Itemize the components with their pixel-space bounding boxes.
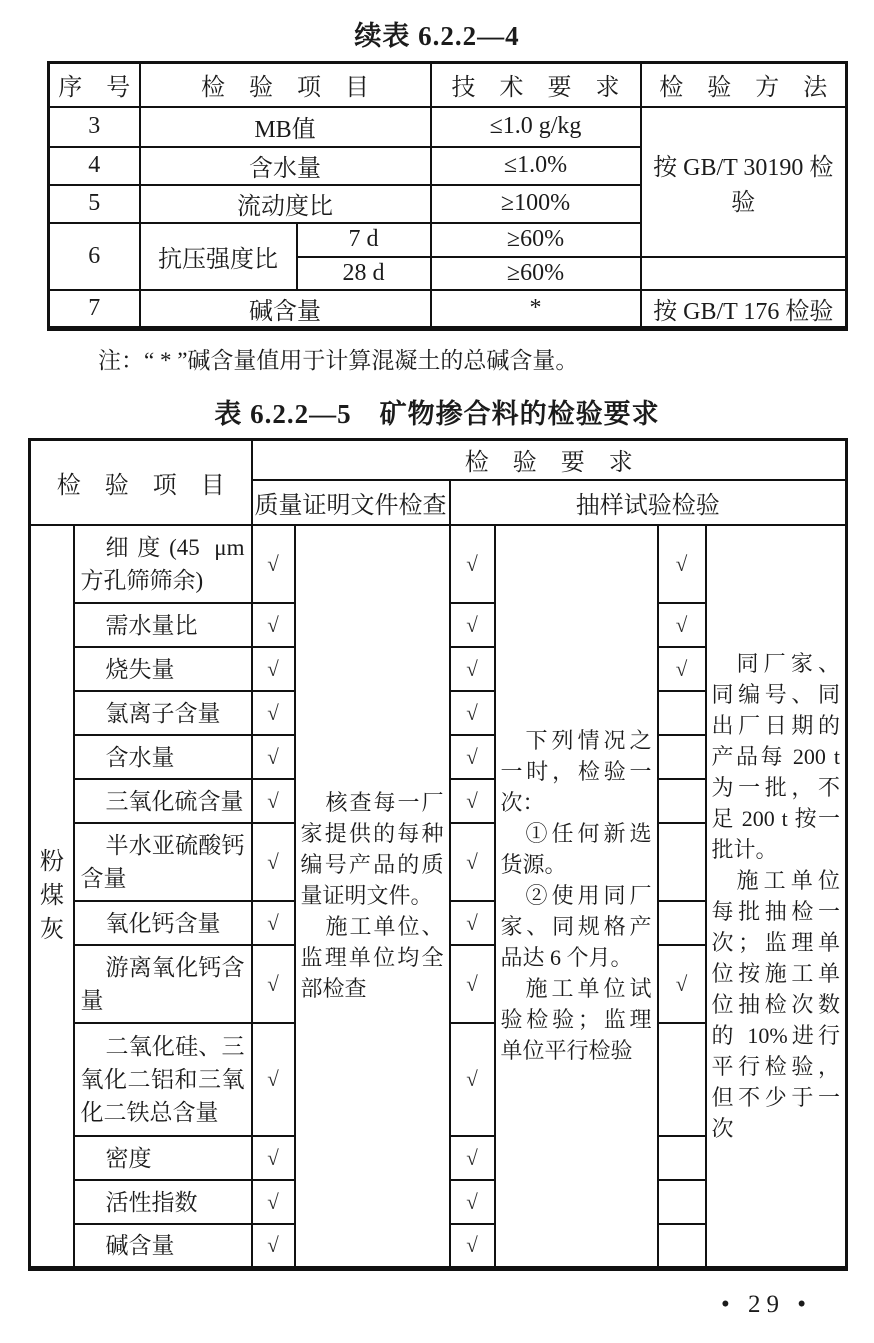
cell-item xyxy=(74,945,252,1023)
batch-rule-note xyxy=(706,525,847,1268)
doc-check-mark: √ xyxy=(252,823,295,901)
cell-no: 4 xyxy=(49,147,140,185)
cell-no: 7 xyxy=(49,290,140,329)
item-text: 碱含量 xyxy=(105,1232,175,1258)
note-paragraph: 施工单位试验检验；监理单位平行检验 xyxy=(500,976,652,1064)
sample-check-mark-1: √ xyxy=(450,779,495,823)
doc-check-mark: √ xyxy=(252,1224,295,1268)
cell-item xyxy=(74,603,252,647)
cell-requirement: ≤1.0 g/kg xyxy=(431,107,641,147)
item-text: 烧失量 xyxy=(105,656,175,682)
table1-header-row xyxy=(49,63,847,107)
cell-age: 7 d xyxy=(297,223,431,257)
item-text: 游离氧化钙含量 xyxy=(80,955,245,1013)
table1-footnote: 注：“ * ”碱含量值用于计算混凝土的总碱含量。 xyxy=(98,347,579,373)
sample-check-mark-2 xyxy=(658,823,706,901)
sample-check-mark-2: √ xyxy=(658,603,706,647)
doc-check-mark: √ xyxy=(252,691,295,735)
cell-no: 5 xyxy=(49,185,140,223)
note-paragraph: 同厂家、同编号、同出厂日期的产品每 200 t 为一批，不足 200 t 按一批计。 xyxy=(711,650,840,862)
cell-item xyxy=(74,647,252,691)
note-paragraph: ②使用同厂家、同规格产品达 6 个月。 xyxy=(500,883,652,971)
item-text: 氧化钙含量 xyxy=(105,910,221,936)
item-text: 含水量 xyxy=(105,744,175,770)
cell-item: 流动度比 xyxy=(140,185,431,223)
doc-check-mark: √ xyxy=(252,1136,295,1180)
sample-check-mark-1: √ xyxy=(450,823,495,901)
cell-item xyxy=(74,1224,252,1268)
sample-check-mark-1: √ xyxy=(450,603,495,647)
note-paragraph: 下列情况之一时，检验一次： xyxy=(500,728,652,816)
table2-header-row-1 xyxy=(30,439,847,480)
sample-check-mark-1: √ xyxy=(450,1023,495,1136)
note-paragraph: ①任何新选货源。 xyxy=(500,821,652,878)
continued-table-title: 续表 6.2.2—4 xyxy=(354,21,520,51)
cell-item xyxy=(74,691,252,735)
item-text: 密度 xyxy=(105,1145,152,1171)
item-text: 需水量比 xyxy=(105,612,198,638)
header-no: 序 号 xyxy=(49,63,140,107)
cell-item xyxy=(74,901,252,945)
sample-check-mark-2 xyxy=(658,1136,706,1180)
cell-no: 6 xyxy=(49,223,140,290)
note-paragraph: 施工单位每批抽检一次；监理单位按施工单位抽检次数的 10%进行平行检验，但不少于一次 xyxy=(711,867,840,1141)
cell-item: MB值 xyxy=(140,107,431,147)
cell-item xyxy=(74,779,252,823)
sample-check-mark-2: √ xyxy=(658,945,706,1023)
doc-check-mark: √ xyxy=(252,779,295,823)
table-row xyxy=(30,525,847,603)
cell-item: 碱含量 xyxy=(140,290,431,329)
doc-check-mark: √ xyxy=(252,1023,295,1136)
cell-item xyxy=(74,1180,252,1224)
header-requirement: 检 验 要 求 xyxy=(252,439,847,480)
header-sample-test: 抽样试验检验 xyxy=(450,480,847,525)
cell-requirement: ≤1.0% xyxy=(431,147,641,185)
sample-check-mark-1: √ xyxy=(450,1180,495,1224)
table-6-2-2-5 xyxy=(28,438,848,1271)
sample-check-mark-1: √ xyxy=(450,525,495,603)
sample-check-mark-1: √ xyxy=(450,1136,495,1180)
table-row xyxy=(49,290,847,329)
sample-check-mark-2 xyxy=(658,901,706,945)
cell-requirement: ≥60% xyxy=(431,223,641,257)
item-text: 半水亚硫酸钙含量 xyxy=(80,833,245,891)
sample-check-mark-1: √ xyxy=(450,647,495,691)
cell-requirement: ≥100% xyxy=(431,185,641,223)
sample-test-note xyxy=(495,525,658,1268)
header-item: 检 验 项 目 xyxy=(30,439,252,525)
doc-check-note xyxy=(295,525,450,1268)
cell-method-merged: 按 GB/T 30190 检验 xyxy=(641,107,847,257)
cell-no: 3 xyxy=(49,107,140,147)
item-text: 二氧化硅、三氧化二铝和三氧化二铁总含量 xyxy=(80,1034,245,1125)
note-paragraph: 施工单位、监理单位均全部检查 xyxy=(300,914,444,1002)
item-text: 细度(45 μm 方孔筛筛余) xyxy=(80,535,245,593)
header-doc-check: 质量证明文件检查 xyxy=(252,480,450,525)
cell-item xyxy=(74,525,252,603)
cell-item xyxy=(74,735,252,779)
header-item: 检 验 项 目 xyxy=(140,63,431,107)
page-number: • 29 • xyxy=(720,1290,812,1318)
category-fly-ash: 粉煤灰 xyxy=(30,525,74,1268)
sample-check-mark-1: √ xyxy=(450,901,495,945)
header-method: 检 验 方 法 xyxy=(641,63,847,107)
sample-check-mark-2 xyxy=(658,779,706,823)
sample-check-mark-1: √ xyxy=(450,945,495,1023)
sample-check-mark-2 xyxy=(658,1224,706,1268)
sample-check-mark-1: √ xyxy=(450,735,495,779)
item-text: 活性指数 xyxy=(105,1189,198,1215)
cell-requirement: ≥60% xyxy=(431,257,641,290)
sample-check-mark-2 xyxy=(658,1023,706,1136)
doc-check-mark: √ xyxy=(252,603,295,647)
note-paragraph: 核查每一厂家提供的每种编号产品的质量证明文件。 xyxy=(300,790,444,909)
doc-check-mark: √ xyxy=(252,647,295,691)
item-text: 氯离子含量 xyxy=(105,700,221,726)
sample-check-mark-1: √ xyxy=(450,691,495,735)
sample-check-mark-2 xyxy=(658,735,706,779)
doc-check-mark: √ xyxy=(252,945,295,1023)
sample-check-mark-1: √ xyxy=(450,1224,495,1268)
sample-check-mark-2: √ xyxy=(658,525,706,603)
cell-item: 含水量 xyxy=(140,147,431,185)
cell-item: 抗压强度比 xyxy=(140,223,297,290)
cell-item xyxy=(74,823,252,901)
sample-check-mark-2 xyxy=(658,691,706,735)
table-row xyxy=(49,107,847,147)
cell-age: 28 d xyxy=(297,257,431,290)
doc-check-mark: √ xyxy=(252,1180,295,1224)
header-requirement: 技 术 要 求 xyxy=(431,63,641,107)
item-text: 三氧化硫含量 xyxy=(105,788,244,814)
doc-check-mark: √ xyxy=(252,525,295,603)
table-6-2-2-4 xyxy=(47,61,848,331)
cell-item xyxy=(74,1136,252,1180)
sample-check-mark-2: √ xyxy=(658,647,706,691)
table-6-2-2-5-title: 表 6.2.2—5 矿物掺合料的检验要求 xyxy=(214,398,660,429)
cell-item xyxy=(74,1023,252,1136)
doc-check-mark: √ xyxy=(252,735,295,779)
doc-check-mark: √ xyxy=(252,901,295,945)
sample-check-mark-2 xyxy=(658,1180,706,1224)
cell-requirement: * xyxy=(431,290,641,329)
cell-method: 按 GB/T 176 检验 xyxy=(641,290,847,329)
